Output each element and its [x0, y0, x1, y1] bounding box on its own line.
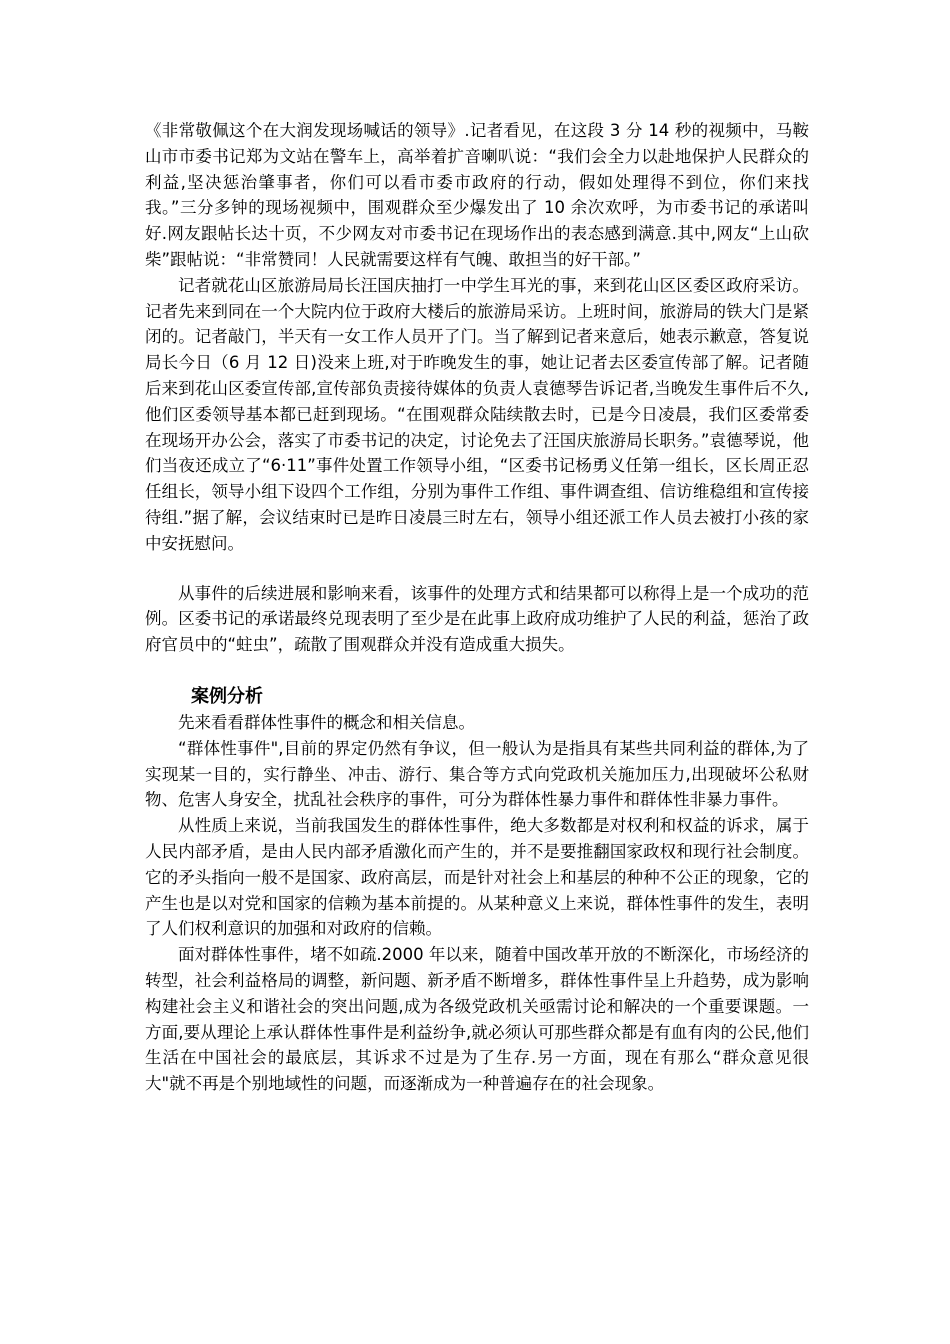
paragraph-analysis-response: 面对群体性事件，堵不如疏.2000 年以来，随着中国改革开放的不断深化，市场经济的转型，社会利益格局的调整，新问题、新矛盾不断增多，群体性事件呈上升趋势，成为影响构建社会主义和谐社会的突出问题,成为各级党政机关亟需讨论和解决的一个重要课题。一方面,要从理论上承认群体性事件是利益纷争,就必须认可那些群众都是有血有肉的公民,他们生活在中国社会的最底层，其诉求不过是为了生存.另一方面，现在有那么“群众意见很大"就不再是个别地域性的问题，而逐渐成为一种普遍存在的社会现象。 [145, 945, 809, 1094]
paragraph-spacer [145, 557, 809, 581]
section-heading-case-analysis: 案例分析 [191, 685, 263, 707]
paragraph-spacer [145, 658, 809, 684]
paragraph-interview-report: 记者就花山区旅游局局长汪国庆抽打一中学生耳光的事，来到花山区区委区政府采访。记者先来到同在一个大院内位于政府大楼后的旅游局采访。上班时间，旅游局的铁大门是紧闭的。记者敲门，半天有一女工作人员开了门。当了解到记者来意后，她表示歉意，答复说局长今日（6 月 12 日)没来上班,对于昨晚发生的事，她让记者去区委宣传部了解。记者随后来到花山区委宣传部,宣传部负责接待媒体的负责人袁德琴告诉记者,当晚发生事件后不久,他们区委领导基本都已赶到现场。“在围观群众陆续散去时，已是今日凌晨，我们区委常委在现场开办公会，落实了市委书记的决定，讨论免去了汪国庆旅游局长职务。”袁德琴说，他们当夜还成立了“6·11”事件处置工作领导小组，“区委书记杨勇义任第一组长，区长周正忍任组长，领导小组下设四个工作组，分别为事件工作组、事件调查组、信访维稳组和宣传接待组.”据了解，会议结束时已是昨日凌晨三时左右，领导小组还派工作人员去被打小孩的家中安抚慰问。 [145, 275, 809, 553]
paragraph-analysis-intro: 先来看看群体性事件的概念和相关信息。 [178, 712, 475, 732]
paragraph-video-report: 《非常敬佩这个在大润发现场喊话的领导》.记者看见，在这段 3 分 14 秒的视频中，马鞍山市市委书记郑为文站在警车上，高举着扩音喇叭说：“我们会全力以赴地保护人民群众的利益,坚决惩治肇事者，你们可以看市委市政府的行动，假如处理得不到位，你们来找我。”三分多钟的现场视频中，围观群众至少爆发出了 10 余次欢呼，为市委书记的承诺叫好.网友跟帖长达十页，不少网友对市委书记在现场作出的表态感到满意.其中,网友“上山砍柴”跟帖说：“非常赞同！人民就需要这样有气魄、敢担当的好干部。” [145, 121, 809, 269]
paragraph-analysis-nature: 从性质上来说，当前我国发生的群体性事件，绝大多数都是对权利和权益的诉求，属于人民内部矛盾，是由人民内部矛盾激化而产生的，并不是要推翻国家政权和现行社会制度。它的矛头指向一般不是国家、政府高层，而是针对社会上和基层的种种不公正的现象，它的产生也是以对党和国家的信赖为基本前提的。从某种意义上来说，群体性事件的发生，表明了人们权利意识的加强和对政府的信赖。 [145, 816, 809, 939]
paragraph-analysis-definition: “群体性事件",目前的界定仍然有争议，但一般认为是指具有某些共同利益的群体,为了实现某一目的，实行静坐、冲击、游行、集合等方式向党政机关施加压力,出现破坏公私财物、危害人身安全，扰乱社会秩序的事件，可分为群体性暴力事件和群体性非暴力事件。 [145, 738, 809, 810]
document-body [145, 118, 809, 1097]
paragraph-event-summary: 从事件的后续进展和影响来看，该事件的处理方式和结果都可以称得上是一个成功的范例。区委书记的承诺最终兑现表明了至少是在此事上政府成功维护了人民的利益，惩治了政府官员中的“蛀虫”，疏散了围观群众并没有造成重大损失。 [145, 583, 809, 655]
